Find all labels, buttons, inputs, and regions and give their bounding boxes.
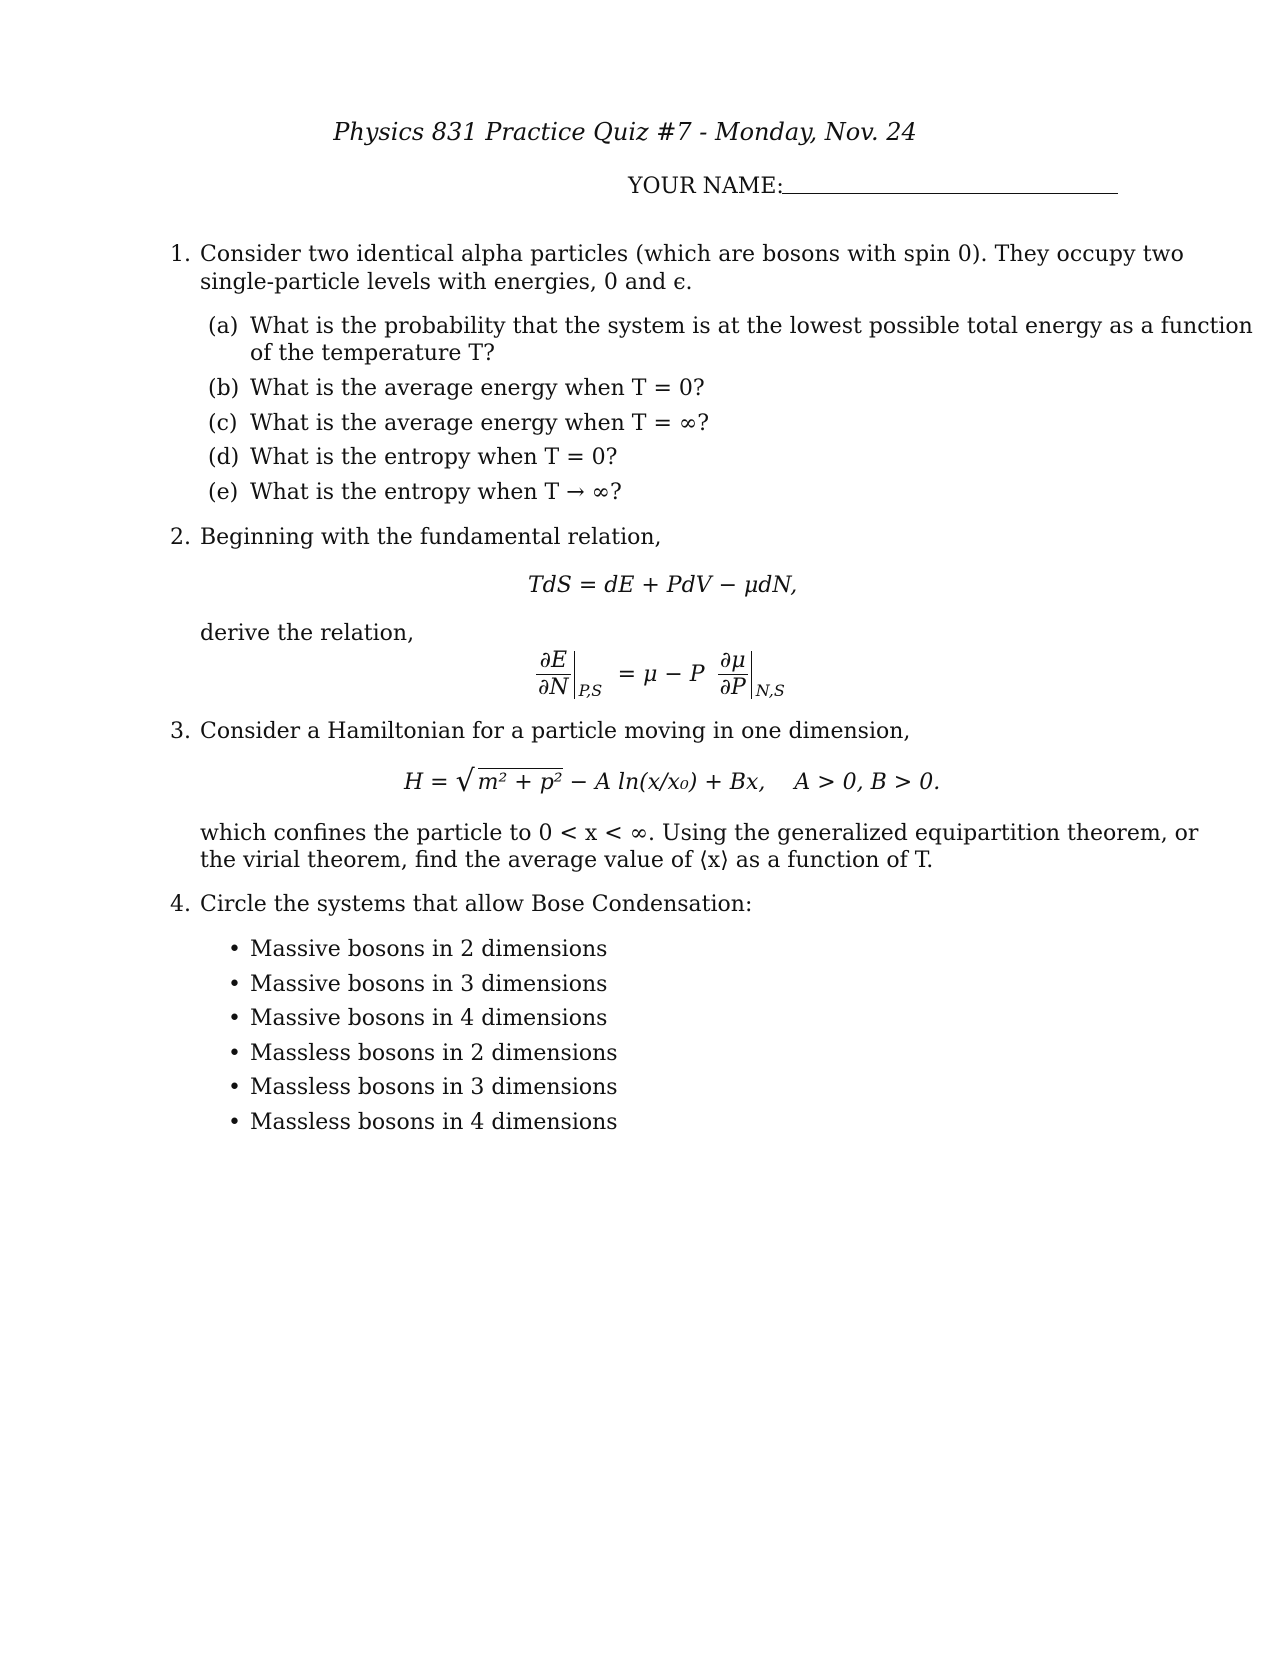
lhs-subscript: P,S: [578, 680, 603, 700]
q2-derived-equation: [536, 648, 796, 701]
q4-number: 4.: [170, 892, 191, 917]
q2-intro: Beginning with the fundamental relation,: [200, 525, 662, 550]
bullet-icon: •: [228, 1041, 241, 1066]
rhs-numerator: ∂μ: [718, 648, 748, 675]
bullet-icon: •: [228, 937, 241, 962]
q1c-label: (c): [208, 411, 238, 436]
square-root: [455, 764, 563, 799]
option-massless-2d[interactable]: Massless bosons in 2 dimensions: [250, 1041, 618, 1066]
option-massive-4d[interactable]: Massive bosons in 4 dimensions: [250, 1006, 608, 1031]
lhs-numerator: ∂E: [536, 648, 571, 675]
q1a-text-line1: What is the probability that the system is at the lowest possible total energy as a function: [250, 314, 1253, 339]
lhs-denominator: ∂N: [538, 675, 569, 700]
q1-number: 1.: [170, 242, 191, 267]
rhs-subscript: N,S: [755, 680, 785, 700]
q1d-label: (d): [208, 445, 240, 470]
q1-text-line1: Consider two identical alpha particles (which are bosons with spin 0). They occupy two: [200, 242, 1184, 267]
bullet-icon: •: [228, 972, 241, 997]
rhs-denominator: ∂P: [719, 675, 746, 700]
q1d-text: What is the entropy when T = 0?: [250, 445, 618, 470]
q1-text-line2: single-particle levels with energies, 0 and ϵ.: [200, 270, 693, 295]
option-massive-2d[interactable]: Massive bosons in 2 dimensions: [250, 937, 608, 962]
q4-intro: Circle the systems that allow Bose Condensation:: [200, 892, 753, 917]
rhs-evaluation-bar: [751, 651, 796, 699]
q1b-label: (b): [208, 376, 240, 401]
bullet-icon: •: [228, 1075, 241, 1100]
q2-derive-text: derive the relation,: [200, 621, 415, 646]
lhs-evaluation-bar: [574, 651, 619, 699]
q3-text-line2: the virial theorem, find the average value of ⟨x⟩ as a function of T.: [200, 848, 934, 873]
q3-text-line1: which confines the particle to 0 < x < ∞. Using the generalized equipartition theorem, or: [200, 821, 1199, 846]
q3-hamiltonian-equation: [404, 764, 941, 799]
radicand: m² + p²: [477, 770, 563, 795]
q1c-text: What is the average energy when T = ∞?: [250, 411, 709, 436]
q2-number: 2.: [170, 525, 191, 550]
q1a-label: (a): [208, 314, 239, 339]
option-massive-3d[interactable]: Massive bosons in 3 dimensions: [250, 972, 608, 997]
option-massless-4d[interactable]: Massless bosons in 4 dimensions: [250, 1110, 618, 1135]
bullet-icon: •: [228, 1110, 241, 1135]
hamiltonian-rest: − A ln(x/x₀) + Bx,: [569, 770, 766, 795]
q1b-text: What is the average energy when T = 0?: [250, 376, 705, 401]
bullet-icon: •: [228, 1006, 241, 1031]
hamiltonian-conditions: A > 0, B > 0.: [794, 770, 941, 795]
q3-number: 3.: [170, 719, 191, 744]
q1e-text: What is the entropy when T → ∞?: [250, 480, 622, 505]
q2-fundamental-equation: TdS = dE + PdV − μdN,: [528, 573, 798, 598]
equation-middle: = μ − P: [617, 662, 705, 687]
radical-sign: √: [455, 764, 475, 799]
page-title: Physics 831 Practice Quiz #7 - Monday, Nov. 24: [333, 118, 917, 146]
name-label: YOUR NAME:: [628, 174, 784, 199]
option-massless-3d[interactable]: Massless bosons in 3 dimensions: [250, 1075, 618, 1100]
q1e-label: (e): [208, 480, 239, 505]
hamiltonian-lhs: H =: [404, 770, 449, 795]
q3-intro: Consider a Hamiltonian for a particle moving in one dimension,: [200, 719, 911, 744]
lhs-fraction: [536, 648, 571, 701]
q1a-text-line2: of the temperature T?: [250, 341, 495, 366]
rhs-fraction: [718, 648, 748, 701]
name-blank-line[interactable]: [782, 193, 1118, 194]
